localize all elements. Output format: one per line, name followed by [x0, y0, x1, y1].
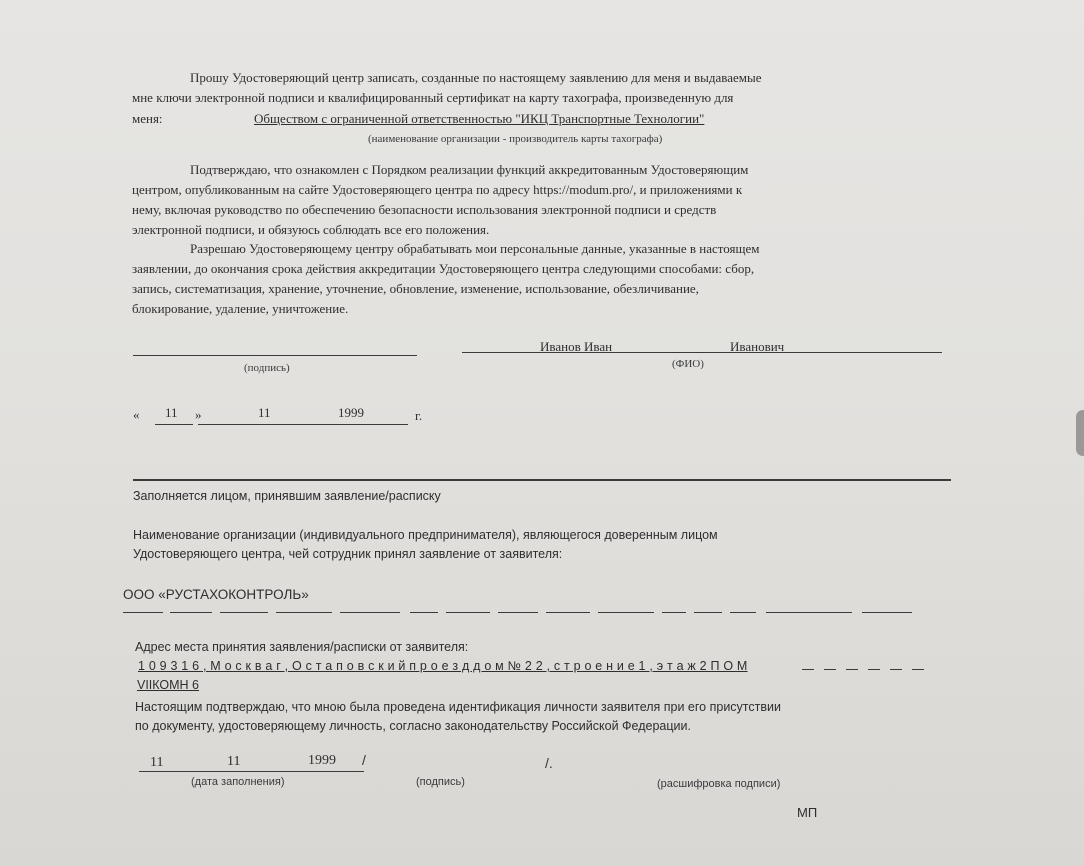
fill-date-caption: (дата заполнения): [191, 776, 285, 788]
page-edge-shadow: [1076, 410, 1084, 456]
para1-line2: мне ключи электронной подписи и квалифицированный сертификат на карту тахографа, произведенную для: [132, 90, 734, 105]
org-name: Обществом с ограниченной ответственностью "ИКЦ Транспортные Технологии": [254, 111, 705, 126]
fio-first: Иванов Иван: [540, 339, 613, 354]
para3-line2: заявлении, до окончания срока действия аккредитации Удостоверяющего центра следующими способами: сбор,: [132, 261, 755, 276]
para3-line1: Разрешаю Удостоверяющему центру обрабатывать мои персональные данные, указанные в настоящем: [190, 241, 760, 256]
para1-line1: Прошу Удостоверяющий центр записать, созданные по настоящему заявлению для меня и выдаваемые: [190, 70, 762, 85]
org-dash: [662, 612, 686, 613]
fill-month: 11: [227, 754, 241, 769]
signature-caption: (подпись): [244, 362, 290, 374]
date-year: 1999: [338, 405, 364, 420]
para3-line3: запись, систематизация, хранение, уточнение, обновление, изменение, использование, обезличивание,: [132, 281, 699, 296]
org-dash: [766, 612, 852, 613]
fill-date-line: [139, 771, 364, 772]
section-separator: [133, 479, 951, 481]
address-label: Адрес места принятия заявления/расписки от заявителя:: [135, 640, 469, 654]
fio-caption: (ФИО): [672, 358, 704, 370]
fill-decode-caption: (расшифровка подписи): [657, 778, 781, 790]
para2-line4: электронной подписи, и обязуюсь соблюдать все его положения.: [132, 222, 490, 237]
fill-year: 1999: [308, 753, 336, 768]
para3-line4: блокирование, удаление, уничтожение.: [132, 301, 349, 316]
date-month: 11: [258, 405, 271, 420]
org-dash: [220, 612, 268, 613]
fio-patronymic: Иванович: [730, 339, 785, 354]
fill-day: 11: [150, 755, 164, 770]
fill-mark: /.: [545, 755, 553, 771]
address-dash: [802, 669, 814, 670]
org-caption: (наименование организации - производитель карты тахографа): [368, 133, 663, 145]
address-dash: [912, 669, 924, 670]
org-dash: [410, 612, 438, 613]
date-day-line: [155, 424, 193, 425]
org-dash: [170, 612, 212, 613]
address-dash: [846, 669, 858, 670]
date-open-quote: «: [133, 407, 140, 422]
section-header: Заполняется лицом, принявшим заявление/расписку: [133, 489, 441, 503]
org-dash: [446, 612, 490, 613]
para2-line2: центром, опубликованным на сайте Удостоверяющего центра по адресу https://modum.pro/, и приложениями к: [132, 182, 743, 197]
para2-line1: Подтверждаю, что ознакомлен с Порядком реализации функций аккредитованным Удостоверяющим: [190, 162, 749, 177]
org-question-line2: Удостоверяющего центра, чей сотрудник принял заявление от заявителя:: [133, 547, 563, 561]
confirm-line2: по документу, удостоверяющему личность, согласно законодательству Российской Федерации.: [135, 719, 691, 733]
org-question-line1: Наименование организации (индивидуального предпринимателя), являющегося доверенным лицом: [133, 528, 718, 542]
stamp-place: МП: [797, 805, 818, 820]
confirm-line1: Настоящим подтверждаю, что мною была проведена идентификация личности заявителя при его присутствии: [135, 700, 781, 714]
para2-line3: нему, включая руководство по обеспечению безопасности использования электронной подписи и средств: [132, 202, 717, 217]
date-day: 11: [165, 405, 178, 420]
org-dash: [730, 612, 756, 613]
fill-signature-caption: (подпись): [416, 776, 465, 788]
address-dash: [890, 669, 902, 670]
org-dash: [598, 612, 654, 613]
address-line2: VIIКОМН 6: [137, 678, 200, 692]
para1-label: меня:: [132, 111, 163, 126]
address-line1: 1 0 9 3 1 6 , М о с к в а г , О с т а п о в с к и й п р о е з д д о м № 2 2 , с т р о е н и е 1 , э т а ж 2 П О М: [138, 659, 748, 673]
signature-line: [133, 355, 417, 356]
address-dash: [824, 669, 836, 670]
receiving-org: ООО «РУСТАХОКОНТРОЛЬ»: [123, 587, 309, 602]
fill-slash: /: [362, 752, 366, 768]
org-dash: [123, 612, 163, 613]
org-dash: [498, 612, 538, 613]
org-dash: [276, 612, 332, 613]
date-month-year-line: [198, 424, 408, 425]
fio-line: [462, 352, 942, 353]
address-dash: [868, 669, 880, 670]
date-close-quote: »: [195, 407, 202, 422]
org-dash: [546, 612, 590, 613]
date-suffix: г.: [415, 408, 423, 423]
org-dash: [340, 612, 400, 613]
org-dash: [694, 612, 722, 613]
org-dash: [862, 612, 912, 613]
